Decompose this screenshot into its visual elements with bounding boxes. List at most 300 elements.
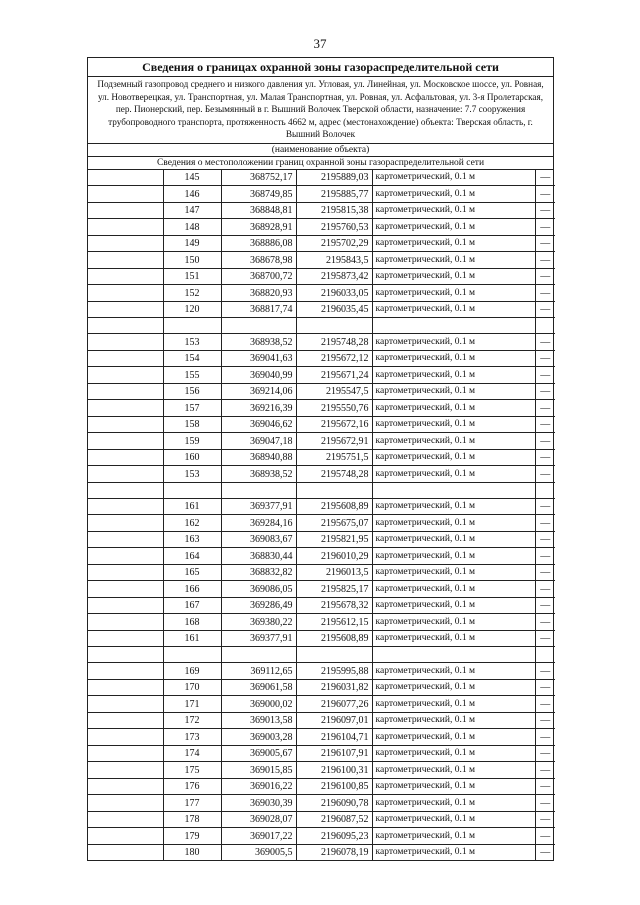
x-coordinate-cell: 369046,62 [221, 416, 296, 433]
method-accuracy-cell: картометрический, 0.1 м [372, 416, 535, 433]
y-coordinate-cell: 2195672,12 [296, 350, 372, 367]
point-number-cell: 179 [163, 828, 221, 845]
empty-cell [88, 844, 163, 860]
y-coordinate-cell: 2196035,45 [296, 301, 372, 318]
point-number-cell: 178 [163, 811, 221, 828]
dash-cell: — [535, 581, 555, 598]
x-coordinate-cell: 369214,06 [221, 383, 296, 400]
point-number-cell: 152 [163, 285, 221, 302]
empty-cell [221, 647, 296, 663]
point-number-cell: 166 [163, 581, 221, 598]
y-coordinate-cell: 2195815,38 [296, 202, 372, 219]
x-coordinate-cell: 369041,63 [221, 350, 296, 367]
x-coordinate-cell: 369286,49 [221, 597, 296, 614]
x-coordinate-cell: 368928,91 [221, 219, 296, 236]
table-row [88, 712, 555, 729]
table-row [88, 663, 555, 680]
x-coordinate-cell: 369086,05 [221, 581, 296, 598]
empty-cell [88, 828, 163, 845]
x-coordinate-cell: 369377,91 [221, 498, 296, 515]
table-row [88, 235, 555, 252]
empty-cell [88, 630, 163, 647]
x-coordinate-cell: 369047,18 [221, 433, 296, 450]
empty-cell [535, 647, 555, 663]
empty-cell [88, 449, 163, 466]
method-accuracy-cell: картометрический, 0.1 м [372, 301, 535, 318]
y-coordinate-cell: 2195843,5 [296, 252, 372, 269]
x-coordinate-cell: 369015,85 [221, 762, 296, 779]
empty-cell [372, 647, 535, 663]
empty-cell [88, 235, 163, 252]
table-row [88, 729, 555, 746]
empty-cell [88, 696, 163, 713]
method-accuracy-cell: картометрический, 0.1 м [372, 811, 535, 828]
method-accuracy-cell: картометрический, 0.1 м [372, 581, 535, 598]
method-accuracy-cell: картометрический, 0.1 м [372, 515, 535, 532]
y-coordinate-cell: 2195825,17 [296, 581, 372, 598]
empty-cell [88, 219, 163, 236]
x-coordinate-cell: 369380,22 [221, 614, 296, 631]
y-coordinate-cell: 2195678,32 [296, 597, 372, 614]
x-coordinate-cell: 368817,74 [221, 301, 296, 318]
empty-cell [88, 795, 163, 812]
empty-cell [88, 597, 163, 614]
method-accuracy-cell: картометрический, 0.1 м [372, 729, 535, 746]
separator-row [88, 647, 555, 663]
y-coordinate-cell: 2195748,28 [296, 466, 372, 483]
x-coordinate-cell: 369112,65 [221, 663, 296, 680]
dash-cell: — [535, 531, 555, 548]
method-accuracy-cell: картометрический, 0.1 м [372, 844, 535, 860]
y-coordinate-cell: 2196090,78 [296, 795, 372, 812]
dash-cell: — [535, 712, 555, 729]
y-coordinate-cell: 2195612,15 [296, 614, 372, 631]
table-row [88, 745, 555, 762]
table-row [88, 778, 555, 795]
point-number-cell: 155 [163, 367, 221, 384]
table-row [88, 301, 555, 318]
empty-cell [88, 268, 163, 285]
y-coordinate-cell: 2195671,24 [296, 367, 372, 384]
point-number-cell: 173 [163, 729, 221, 746]
dash-cell: — [535, 449, 555, 466]
empty-cell [88, 729, 163, 746]
empty-cell [88, 531, 163, 548]
method-accuracy-cell: картометрический, 0.1 м [372, 630, 535, 647]
table-row [88, 202, 555, 219]
x-coordinate-cell: 369000,02 [221, 696, 296, 713]
method-accuracy-cell: картометрический, 0.1 м [372, 762, 535, 779]
point-number-cell: 149 [163, 235, 221, 252]
x-coordinate-cell: 368700,72 [221, 268, 296, 285]
empty-cell [296, 318, 372, 334]
dash-cell: — [535, 630, 555, 647]
method-accuracy-cell: картометрический, 0.1 м [372, 663, 535, 680]
table-row [88, 367, 555, 384]
empty-cell [88, 581, 163, 598]
table-row [88, 696, 555, 713]
separator-row [88, 318, 555, 334]
x-coordinate-cell: 368848,81 [221, 202, 296, 219]
y-coordinate-cell: 2195751,5 [296, 449, 372, 466]
dash-cell: — [535, 614, 555, 631]
coordinates-table-body [88, 170, 555, 861]
x-coordinate-cell: 368752,17 [221, 170, 296, 186]
dash-cell: — [535, 828, 555, 845]
empty-cell [88, 383, 163, 400]
empty-cell [88, 367, 163, 384]
empty-cell [88, 252, 163, 269]
empty-cell [88, 745, 163, 762]
table-row [88, 630, 555, 647]
table-row [88, 334, 555, 351]
y-coordinate-cell: 2195889,03 [296, 170, 372, 186]
x-coordinate-cell: 369016,22 [221, 778, 296, 795]
y-coordinate-cell: 2196095,23 [296, 828, 372, 845]
empty-cell [88, 564, 163, 581]
empty-cell [88, 186, 163, 203]
empty-cell [88, 416, 163, 433]
method-accuracy-cell: картометрический, 0.1 м [372, 334, 535, 351]
y-coordinate-cell: 2195672,16 [296, 416, 372, 433]
point-number-cell: 169 [163, 663, 221, 680]
point-number-cell: 145 [163, 170, 221, 186]
method-accuracy-cell: картометрический, 0.1 м [372, 466, 535, 483]
y-coordinate-cell: 2196087,52 [296, 811, 372, 828]
method-accuracy-cell: картометрический, 0.1 м [372, 400, 535, 417]
empty-cell [88, 334, 163, 351]
point-number-cell: 120 [163, 301, 221, 318]
dash-cell: — [535, 663, 555, 680]
empty-cell [88, 466, 163, 483]
method-accuracy-cell: картометрический, 0.1 м [372, 235, 535, 252]
table-row [88, 268, 555, 285]
empty-cell [88, 515, 163, 532]
x-coordinate-cell: 369284,16 [221, 515, 296, 532]
dash-cell: — [535, 186, 555, 203]
point-number-cell: 161 [163, 630, 221, 647]
table-row [88, 449, 555, 466]
table-row [88, 795, 555, 812]
x-coordinate-cell: 369061,58 [221, 679, 296, 696]
y-coordinate-cell: 2196097,01 [296, 712, 372, 729]
method-accuracy-cell: картометрический, 0.1 м [372, 383, 535, 400]
dash-cell: — [535, 762, 555, 779]
y-coordinate-cell: 2195873,42 [296, 268, 372, 285]
method-accuracy-cell: картометрический, 0.1 м [372, 202, 535, 219]
dash-cell: — [535, 219, 555, 236]
method-accuracy-cell: картометрический, 0.1 м [372, 712, 535, 729]
point-number-cell: 153 [163, 334, 221, 351]
table-row [88, 828, 555, 845]
point-number-cell: 157 [163, 400, 221, 417]
y-coordinate-cell: 2195672,91 [296, 433, 372, 450]
y-coordinate-cell: 2196033,05 [296, 285, 372, 302]
point-number-cell: 174 [163, 745, 221, 762]
table-row [88, 252, 555, 269]
point-number-cell: 163 [163, 531, 221, 548]
point-number-cell: 159 [163, 433, 221, 450]
dash-cell: — [535, 170, 555, 186]
document-title: Сведения о границах охранной зоны газораспределительной сети [88, 58, 553, 77]
empty-cell [163, 482, 221, 498]
location-header: Сведения о местоположении границ охранной зоны газораспределительной сети [88, 157, 553, 170]
empty-cell [88, 482, 163, 498]
point-number-cell: 147 [163, 202, 221, 219]
table-row [88, 844, 555, 860]
y-coordinate-cell: 2195547,5 [296, 383, 372, 400]
x-coordinate-cell: 368832,82 [221, 564, 296, 581]
empty-cell [221, 482, 296, 498]
table-row [88, 285, 555, 302]
method-accuracy-cell: картометрический, 0.1 м [372, 186, 535, 203]
dash-cell: — [535, 433, 555, 450]
table-row [88, 416, 555, 433]
x-coordinate-cell: 369040,99 [221, 367, 296, 384]
method-accuracy-cell: картометрический, 0.1 м [372, 219, 535, 236]
point-number-cell: 164 [163, 548, 221, 565]
method-accuracy-cell: картометрический, 0.1 м [372, 367, 535, 384]
x-coordinate-cell: 368820,93 [221, 285, 296, 302]
y-coordinate-cell: 2195550,76 [296, 400, 372, 417]
y-coordinate-cell: 2196104,71 [296, 729, 372, 746]
empty-cell [88, 498, 163, 515]
point-number-cell: 175 [163, 762, 221, 779]
dash-cell: — [535, 301, 555, 318]
point-number-cell: 176 [163, 778, 221, 795]
empty-cell [88, 614, 163, 631]
empty-cell [88, 548, 163, 565]
method-accuracy-cell: картометрический, 0.1 м [372, 679, 535, 696]
x-coordinate-cell: 368938,52 [221, 466, 296, 483]
method-accuracy-cell: картометрический, 0.1 м [372, 531, 535, 548]
x-coordinate-cell: 369017,22 [221, 828, 296, 845]
dash-cell: — [535, 778, 555, 795]
page-number: 37 [313, 36, 327, 51]
method-accuracy-cell: картометрический, 0.1 м [372, 449, 535, 466]
y-coordinate-cell: 2195885,77 [296, 186, 372, 203]
point-number-cell: 153 [163, 466, 221, 483]
x-coordinate-cell: 369030,39 [221, 795, 296, 812]
x-coordinate-cell: 368749,85 [221, 186, 296, 203]
x-coordinate-cell: 369013,58 [221, 712, 296, 729]
table-row [88, 597, 555, 614]
method-accuracy-cell: картометрический, 0.1 м [372, 828, 535, 845]
y-coordinate-cell: 2196100,31 [296, 762, 372, 779]
y-coordinate-cell: 2196010,29 [296, 548, 372, 565]
point-number-cell: 154 [163, 350, 221, 367]
dash-cell: — [535, 811, 555, 828]
dash-cell: — [535, 844, 555, 860]
table-row [88, 614, 555, 631]
method-accuracy-cell: картометрический, 0.1 м [372, 597, 535, 614]
y-coordinate-cell: 2196100,85 [296, 778, 372, 795]
dash-cell: — [535, 597, 555, 614]
y-coordinate-cell: 2196031,82 [296, 679, 372, 696]
point-number-cell: 180 [163, 844, 221, 860]
x-coordinate-cell: 369005,67 [221, 745, 296, 762]
y-coordinate-cell: 2195675,07 [296, 515, 372, 532]
x-coordinate-cell: 368938,52 [221, 334, 296, 351]
y-coordinate-cell: 2195702,29 [296, 235, 372, 252]
point-number-cell: 168 [163, 614, 221, 631]
dash-cell: — [535, 679, 555, 696]
method-accuracy-cell: картометрический, 0.1 м [372, 498, 535, 515]
table-row [88, 515, 555, 532]
x-coordinate-cell: 369377,91 [221, 630, 296, 647]
method-accuracy-cell: картометрический, 0.1 м [372, 745, 535, 762]
empty-cell [372, 482, 535, 498]
empty-cell [88, 350, 163, 367]
x-coordinate-cell: 369083,67 [221, 531, 296, 548]
dash-cell: — [535, 383, 555, 400]
empty-cell [221, 318, 296, 334]
x-coordinate-cell: 369003,28 [221, 729, 296, 746]
dash-cell: — [535, 564, 555, 581]
y-coordinate-cell: 2195608,89 [296, 498, 372, 515]
point-number-cell: 177 [163, 795, 221, 812]
point-number-cell: 151 [163, 268, 221, 285]
empty-cell [296, 482, 372, 498]
point-number-cell: 156 [163, 383, 221, 400]
table-row [88, 679, 555, 696]
dash-cell: — [535, 268, 555, 285]
empty-cell [88, 679, 163, 696]
empty-cell [88, 301, 163, 318]
dash-cell: — [535, 400, 555, 417]
point-number-cell: 160 [163, 449, 221, 466]
dash-cell: — [535, 795, 555, 812]
x-coordinate-cell: 368830,44 [221, 548, 296, 565]
empty-cell [88, 647, 163, 663]
table-row [88, 400, 555, 417]
table-row [88, 531, 555, 548]
dash-cell: — [535, 745, 555, 762]
table-row [88, 170, 555, 186]
table-row [88, 433, 555, 450]
empty-cell [88, 318, 163, 334]
empty-cell [88, 433, 163, 450]
x-coordinate-cell: 368678,98 [221, 252, 296, 269]
empty-cell [163, 647, 221, 663]
y-coordinate-cell: 2195608,89 [296, 630, 372, 647]
empty-cell [88, 400, 163, 417]
y-coordinate-cell: 2195821,95 [296, 531, 372, 548]
y-coordinate-cell: 2195760,53 [296, 219, 372, 236]
dash-cell: — [535, 696, 555, 713]
dash-cell: — [535, 498, 555, 515]
table-row [88, 498, 555, 515]
x-coordinate-cell: 368940,88 [221, 449, 296, 466]
y-coordinate-cell: 2195748,28 [296, 334, 372, 351]
method-accuracy-cell: картометрический, 0.1 м [372, 252, 535, 269]
dash-cell: — [535, 334, 555, 351]
table-row [88, 466, 555, 483]
object-description: Подземный газопровод среднего и низкого давления ул. Угловая, ул. Линейная, ул. Московское шоссе, ул. Ровная, ул. Новотверецкая, ул. Транспортная, ул. Малая Транспортная, ул. Ровная, ул. Асфальтовая, ул. 3-я Пролетарская, пер. Пионерский, пер. Безымянный в г. Вышний Волочек Тверской области, назначение: 7.7 сооружения трубопроводного транспорта, протяженность 4662 м, адрес (местонахождение) объекта: Тверская область, г. Вышний Волочек [88, 77, 553, 144]
dash-cell: — [535, 367, 555, 384]
empty-cell [88, 811, 163, 828]
point-number-cell: 165 [163, 564, 221, 581]
table-row [88, 219, 555, 236]
point-number-cell: 170 [163, 679, 221, 696]
table-row [88, 564, 555, 581]
method-accuracy-cell: картометрический, 0.1 м [372, 268, 535, 285]
method-accuracy-cell: картометрический, 0.1 м [372, 564, 535, 581]
point-number-cell: 172 [163, 712, 221, 729]
method-accuracy-cell: картометрический, 0.1 м [372, 350, 535, 367]
empty-cell [535, 318, 555, 334]
table-row [88, 383, 555, 400]
dash-cell: — [535, 548, 555, 565]
point-number-cell: 162 [163, 515, 221, 532]
point-number-cell: 146 [163, 186, 221, 203]
dash-cell: — [535, 235, 555, 252]
empty-cell [535, 482, 555, 498]
method-accuracy-cell: картометрический, 0.1 м [372, 548, 535, 565]
empty-cell [163, 318, 221, 334]
x-coordinate-cell: 369028,07 [221, 811, 296, 828]
dash-cell: — [535, 202, 555, 219]
method-accuracy-cell: картометрический, 0.1 м [372, 696, 535, 713]
y-coordinate-cell: 2195995,88 [296, 663, 372, 680]
dash-cell: — [535, 466, 555, 483]
dash-cell: — [535, 252, 555, 269]
empty-cell [372, 318, 535, 334]
table-row [88, 581, 555, 598]
table-row [88, 350, 555, 367]
empty-cell [88, 778, 163, 795]
method-accuracy-cell: картометрический, 0.1 м [372, 795, 535, 812]
table-row [88, 762, 555, 779]
point-number-cell: 171 [163, 696, 221, 713]
empty-cell [88, 285, 163, 302]
method-accuracy-cell: картометрический, 0.1 м [372, 778, 535, 795]
x-coordinate-cell: 369005,5 [221, 844, 296, 860]
empty-cell [88, 762, 163, 779]
point-number-cell: 158 [163, 416, 221, 433]
method-accuracy-cell: картометрический, 0.1 м [372, 285, 535, 302]
point-number-cell: 150 [163, 252, 221, 269]
dash-cell: — [535, 515, 555, 532]
method-accuracy-cell: картометрический, 0.1 м [372, 433, 535, 450]
x-coordinate-cell: 369216,39 [221, 400, 296, 417]
method-accuracy-cell: картометрический, 0.1 м [372, 614, 535, 631]
y-coordinate-cell: 2196013,5 [296, 564, 372, 581]
boundary-info-sheet [87, 57, 554, 861]
empty-cell [88, 170, 163, 186]
dash-cell: — [535, 416, 555, 433]
coordinates-table [88, 170, 555, 861]
empty-cell [88, 663, 163, 680]
dash-cell: — [535, 350, 555, 367]
table-row [88, 186, 555, 203]
empty-cell [88, 712, 163, 729]
dash-cell: — [535, 729, 555, 746]
point-number-cell: 161 [163, 498, 221, 515]
table-row [88, 811, 555, 828]
x-coordinate-cell: 368886,08 [221, 235, 296, 252]
dash-cell: — [535, 285, 555, 302]
y-coordinate-cell: 2196077,26 [296, 696, 372, 713]
y-coordinate-cell: 2196078,19 [296, 844, 372, 860]
empty-cell [88, 202, 163, 219]
object-caption: (наименование объекта) [88, 144, 553, 157]
point-number-cell: 148 [163, 219, 221, 236]
table-row [88, 548, 555, 565]
empty-cell [296, 647, 372, 663]
separator-row [88, 482, 555, 498]
method-accuracy-cell: картометрический, 0.1 м [372, 170, 535, 186]
